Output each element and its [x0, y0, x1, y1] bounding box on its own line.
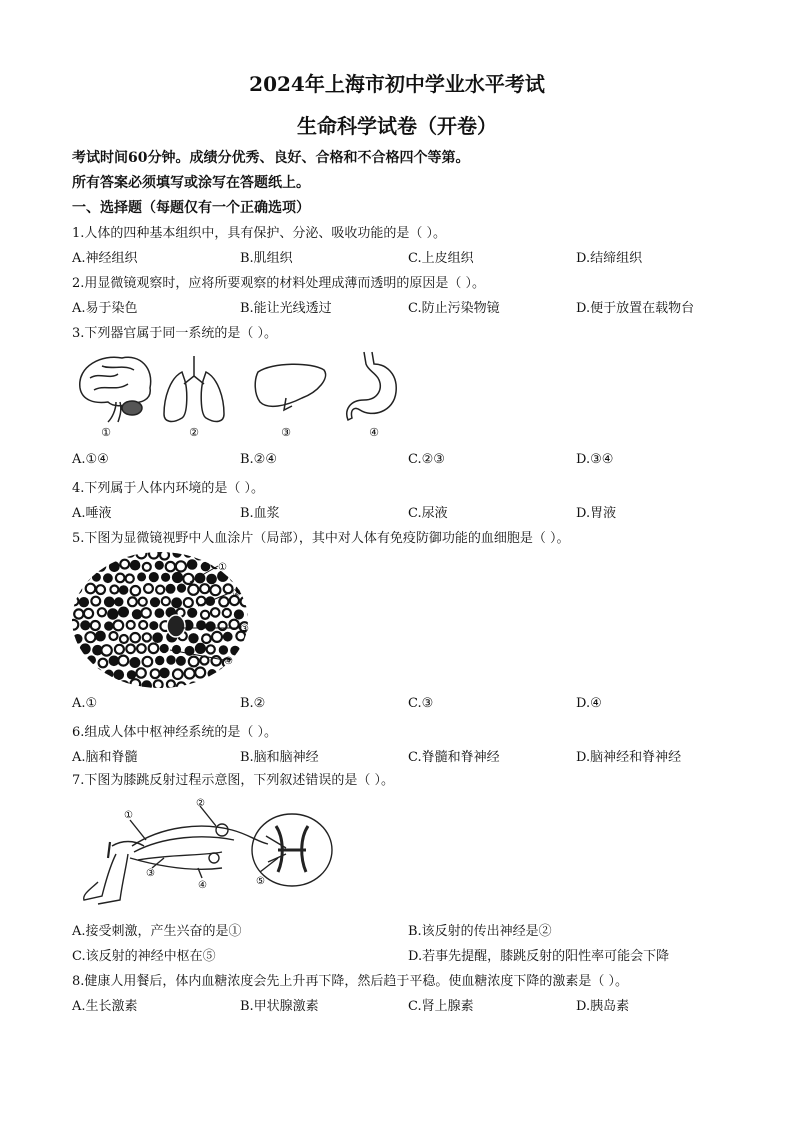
question-2-option-a[interactable]: A.易于染色: [72, 301, 138, 316]
blood-cell: [143, 633, 151, 641]
blood-cell: [201, 562, 210, 571]
blood-cell: [219, 668, 229, 678]
question-3-stem: 3.下列器官属于同一系统的是（ ）。: [72, 326, 278, 341]
figure-label-4: ④: [369, 426, 379, 439]
blood-cell: [137, 644, 146, 653]
blood-cell: [207, 574, 217, 584]
organs-figure: [72, 348, 402, 440]
blood-cell: [150, 622, 158, 630]
question-3-option-c[interactable]: C.②③: [408, 452, 445, 467]
question-6-option-a[interactable]: A.脑和脊髓: [72, 750, 138, 765]
question-1-option-b[interactable]: B.肌组织: [240, 251, 293, 266]
blood-cell: [118, 656, 128, 666]
blood-cell: [202, 634, 211, 643]
blood-cell: [236, 658, 245, 667]
reflex-label-5: ⑤: [256, 876, 265, 887]
reflex-label-3: ③: [146, 868, 155, 879]
blood-cell: [241, 669, 250, 678]
blood-cell: [143, 657, 153, 667]
question-7-option-a[interactable]: A.接受刺激，产生兴奋的是①: [72, 924, 242, 939]
blood-cell: [156, 586, 164, 594]
blood-cell: [87, 656, 95, 664]
blood-cell: [219, 646, 227, 654]
blood-cell: [188, 585, 198, 595]
question-7-stem: 7.下图为膝跳反射过程示意图，下列叙述错误的是（ ）。: [72, 773, 395, 788]
blood-cell: [177, 682, 186, 688]
question-3-option-b[interactable]: B.②④: [240, 452, 277, 467]
blood-cell: [213, 682, 221, 688]
blood-cell: [162, 597, 170, 605]
blood-cell: [81, 549, 89, 557]
blood-cell: [141, 608, 150, 617]
blood-cell: [92, 573, 100, 581]
blood-cell: [149, 573, 158, 582]
blood-cell: [189, 682, 198, 688]
blood-cell: [131, 586, 140, 595]
knee-reflex-figure: [72, 796, 342, 908]
blood-cell: [139, 621, 147, 629]
blood-cell: [81, 671, 89, 679]
blood-cell: [195, 643, 205, 653]
blood-cell: [212, 632, 222, 642]
blood-cell: [234, 610, 243, 619]
blood-cell: [189, 634, 198, 643]
blood-cell: [130, 560, 140, 570]
blood-cell: [72, 645, 78, 654]
question-3-option-a[interactable]: A.①④: [72, 452, 109, 467]
blood-cell: [166, 562, 175, 571]
blood-cell: [75, 683, 83, 688]
blood-cell: [236, 681, 244, 688]
question-4-option-a[interactable]: A.唾液: [72, 506, 112, 521]
blood-cell: [73, 658, 83, 668]
blood-cell: [87, 680, 95, 688]
blood-cell: [109, 562, 119, 572]
question-2-option-b[interactable]: B.能让光线透过: [240, 301, 332, 316]
question-5-option-c[interactable]: C.③: [408, 696, 434, 711]
question-4-option-d[interactable]: D.胃液: [576, 506, 617, 521]
question-1-option-a[interactable]: A.神经组织: [72, 251, 138, 266]
blood-cell: [200, 656, 208, 664]
blood-cell: [125, 548, 135, 557]
blood-cell: [241, 572, 251, 582]
blood-cell: [187, 560, 197, 570]
blood-cell: [177, 584, 185, 592]
question-5-option-a[interactable]: A.①: [72, 696, 98, 711]
blood-cell: [126, 575, 134, 583]
blood-cell: [74, 609, 83, 618]
blood-cell: [120, 635, 128, 643]
blood-cell: [85, 632, 95, 642]
blood-cell: [217, 548, 226, 557]
blood-cell: [245, 561, 252, 570]
question-8-stem: 8.健康人用餐后，体内血糖浓度会先上升再下降，然后趋于平稳。使血糖浓度下降的激素是（ ）。: [72, 974, 629, 989]
blood-cell: [73, 635, 82, 644]
blood-cell: [131, 633, 140, 642]
question-4-option-c[interactable]: C.尿液: [408, 506, 448, 521]
blood-cell: [110, 632, 118, 640]
blood-cell: [162, 573, 170, 581]
blood-cell: [98, 608, 106, 616]
blood-cell: [96, 631, 106, 641]
blood-cell: [130, 658, 140, 668]
blood-cell: [105, 622, 113, 630]
blood-cell: [200, 584, 209, 593]
blood-cell: [156, 656, 164, 664]
figure-label-1: ①: [101, 426, 111, 439]
question-1-option-c[interactable]: C.上皮组织: [408, 251, 474, 266]
blood-cell: [72, 597, 79, 605]
blood-cell: [149, 549, 159, 559]
blood-cell: [184, 598, 193, 607]
reflex-label-1: ①: [124, 810, 133, 821]
blood-cell: [248, 586, 252, 595]
blood-cell: [116, 574, 125, 583]
blood-cell: [136, 668, 145, 677]
liver-image: [255, 364, 325, 410]
question-4-stem: 4.下列属于人体内环境的是（ ）。: [72, 481, 265, 496]
blood-cell: [247, 655, 252, 665]
blood-cell: [138, 573, 146, 581]
blood-cell: [210, 585, 220, 595]
exam-subtitle: 生命科学试卷（开卷）: [297, 114, 497, 138]
blood-cell: [218, 622, 226, 630]
blood-cell: [230, 572, 240, 582]
blood-cell: [197, 597, 206, 606]
blood-cell: [110, 682, 118, 688]
blood-cell: [207, 548, 217, 558]
question-2-stem: 2.用显微镜观察时，应将所要观察的材料处理成薄而透明的原因是（ ）。: [72, 276, 486, 291]
blood-cell: [81, 572, 90, 581]
blood-cell: [248, 610, 252, 619]
blood-cell: [104, 548, 113, 557]
figure-label-3: ③: [281, 426, 291, 439]
section-heading: 一、选择题（每题仅有一个正确选项）: [72, 200, 310, 216]
blood-cell: [183, 574, 193, 584]
blood-cell: [223, 681, 233, 688]
blood-cell: [241, 597, 250, 606]
question-5-option-d[interactable]: D.④: [576, 696, 602, 711]
blood-cell: [110, 586, 118, 594]
question-8-option-b[interactable]: B.甲状腺激素: [240, 999, 319, 1014]
blood-cell: [72, 572, 79, 580]
blood-cell: [114, 670, 124, 680]
exam-title: 2024年上海市初中学业水平考试: [249, 72, 545, 96]
blood-cell: [115, 548, 124, 557]
question-5-option-b[interactable]: B.②: [240, 696, 266, 711]
question-1-option-d[interactable]: D.结缔组织: [576, 251, 643, 266]
blood-cell: [160, 644, 168, 652]
blood-cell: [113, 621, 123, 631]
blood-cell: [189, 657, 199, 667]
blood-cell: [72, 668, 78, 677]
blood-cell: [119, 681, 128, 688]
blood-smear-figure: [72, 548, 252, 688]
blood-cell: [80, 644, 90, 654]
blood-cell: [132, 610, 141, 619]
blood-cell: [188, 608, 197, 617]
blood-cell: [81, 621, 90, 630]
blood-cell: [228, 548, 238, 558]
blood-cell: [160, 551, 169, 560]
blood-cell: [142, 681, 152, 688]
blood-cell: [173, 549, 181, 557]
blood-cell: [206, 622, 215, 631]
blood-cell: [119, 586, 128, 595]
blood-cell: [104, 574, 113, 583]
blood-cell: [243, 549, 252, 558]
blood-cell: [149, 644, 159, 654]
blood-cell: [91, 621, 100, 630]
question-6-option-b[interactable]: B.脑和脑神经: [240, 750, 319, 765]
blood-cell: [91, 597, 100, 606]
blood-label-4: ④: [224, 656, 233, 667]
blood-cell: [73, 585, 82, 594]
blood-cell: [92, 668, 102, 678]
blood-cell: [184, 549, 192, 557]
blood-cell: [223, 632, 232, 641]
blood-cell: [166, 584, 175, 593]
reflex-label-4: ④: [198, 880, 207, 891]
blood-cell: [207, 645, 215, 653]
question-2-option-d[interactable]: D.便于放置在载物台: [576, 301, 695, 316]
white-blood-cell: [167, 615, 185, 637]
blood-cell: [127, 671, 135, 679]
blood-cell: [108, 609, 118, 619]
question-6-option-d[interactable]: D.脑神经和脊神经: [576, 750, 682, 765]
question-7-option-b[interactable]: B.该反射的传出神经是②: [408, 924, 552, 939]
blood-cell: [155, 609, 164, 618]
question-3-option-d[interactable]: D.③④: [576, 452, 614, 467]
blood-cell: [120, 560, 129, 569]
blood-cell: [127, 621, 135, 629]
blood-cell: [84, 609, 93, 618]
blood-cell: [72, 620, 78, 630]
blood-cell: [208, 670, 216, 678]
blood-cell: [241, 645, 251, 655]
blood-cell: [136, 548, 146, 558]
blood-cell: [219, 597, 228, 606]
figure-label-2: ②: [189, 426, 199, 439]
blood-cell: [96, 561, 106, 571]
blood-cell: [96, 585, 105, 594]
blood-cell: [128, 597, 137, 606]
question-8-option-d[interactable]: D.胰岛素: [576, 999, 630, 1014]
blood-cell: [115, 598, 123, 606]
blood-cell: [126, 645, 135, 654]
lungs-image: [164, 356, 224, 421]
blood-cell: [115, 645, 124, 654]
blood-label-2: ②: [232, 588, 241, 599]
blood-cell: [200, 682, 210, 688]
question-8-option-c[interactable]: C.肾上腺素: [408, 999, 474, 1014]
blood-label-3: ③: [240, 624, 249, 635]
stomach-image: [347, 352, 396, 420]
blood-cell: [176, 561, 186, 571]
blood-cell: [211, 608, 219, 616]
blood-cell: [160, 668, 170, 678]
exam-note-time: 考试时间60分钟。成绩分优秀、良好、合格和不合格四个等第。: [72, 150, 470, 166]
blood-cell: [98, 680, 107, 689]
blood-cell: [104, 597, 114, 607]
blood-cell: [139, 598, 147, 606]
blood-cell: [130, 679, 140, 688]
blood-label-1: ①: [218, 562, 227, 573]
question-2-option-c[interactable]: C.防止污染物镜: [408, 301, 500, 316]
blood-cell: [72, 550, 78, 558]
blood-cell: [201, 611, 209, 619]
blood-cell: [185, 669, 195, 679]
blood-cell: [172, 598, 182, 608]
blood-cell: [231, 646, 240, 655]
blood-cell: [150, 598, 159, 607]
question-6-stem: 6.组成人体中枢神经系统的是（ ）。: [72, 725, 278, 740]
blood-cell: [173, 669, 183, 679]
blood-cell: [144, 584, 153, 593]
brain-image: [80, 357, 151, 422]
blood-cell: [143, 563, 151, 571]
question-6-option-c[interactable]: C.脊髓和脊神经: [408, 750, 500, 765]
blood-cell: [119, 607, 129, 617]
blood-cell: [79, 598, 88, 607]
blood-cell: [99, 659, 108, 668]
question-4-option-b[interactable]: B.血浆: [240, 506, 280, 521]
blood-cell: [195, 668, 205, 678]
blood-cell: [105, 670, 113, 678]
blood-cell: [230, 668, 239, 677]
blood-cell: [153, 633, 163, 643]
blood-cell: [223, 609, 231, 617]
question-1-stem: 1.人体的四种基本组织中，具有保护、分泌、吸收功能的是（ ）。: [72, 226, 447, 241]
question-7-option-d[interactable]: D.若事先提醒，膝跳反射的阳性率可能会下降: [408, 949, 670, 964]
blood-cell: [235, 560, 244, 569]
blood-cell: [155, 561, 163, 569]
blood-cell: [101, 645, 111, 655]
blood-cell: [167, 680, 175, 688]
blood-cell: [195, 550, 204, 559]
blood-cell: [167, 656, 175, 664]
blood-cell: [151, 669, 160, 678]
reflex-label-2: ②: [196, 798, 205, 809]
blood-cell: [172, 572, 182, 582]
blood-cell: [176, 656, 185, 665]
question-8-option-a[interactable]: A.生长激素: [72, 999, 138, 1014]
exam-note-answers: 所有答案必须填写或涂写在答题纸上。: [72, 175, 310, 191]
blood-cell: [154, 680, 163, 688]
blood-cell: [84, 560, 94, 570]
blood-cell: [86, 584, 96, 594]
blood-cell: [93, 549, 102, 558]
question-7-option-c[interactable]: C.该反射的神经中枢在⑤: [72, 949, 216, 964]
blood-cell: [246, 681, 252, 688]
question-5-stem: 5.下图为显微镜视野中人血涂片（局部），其中对人体有免疫防御功能的血细胞是（ ）。: [72, 531, 570, 546]
blood-cell: [247, 634, 252, 644]
blood-cell: [74, 562, 83, 571]
blood-cell: [172, 645, 180, 653]
